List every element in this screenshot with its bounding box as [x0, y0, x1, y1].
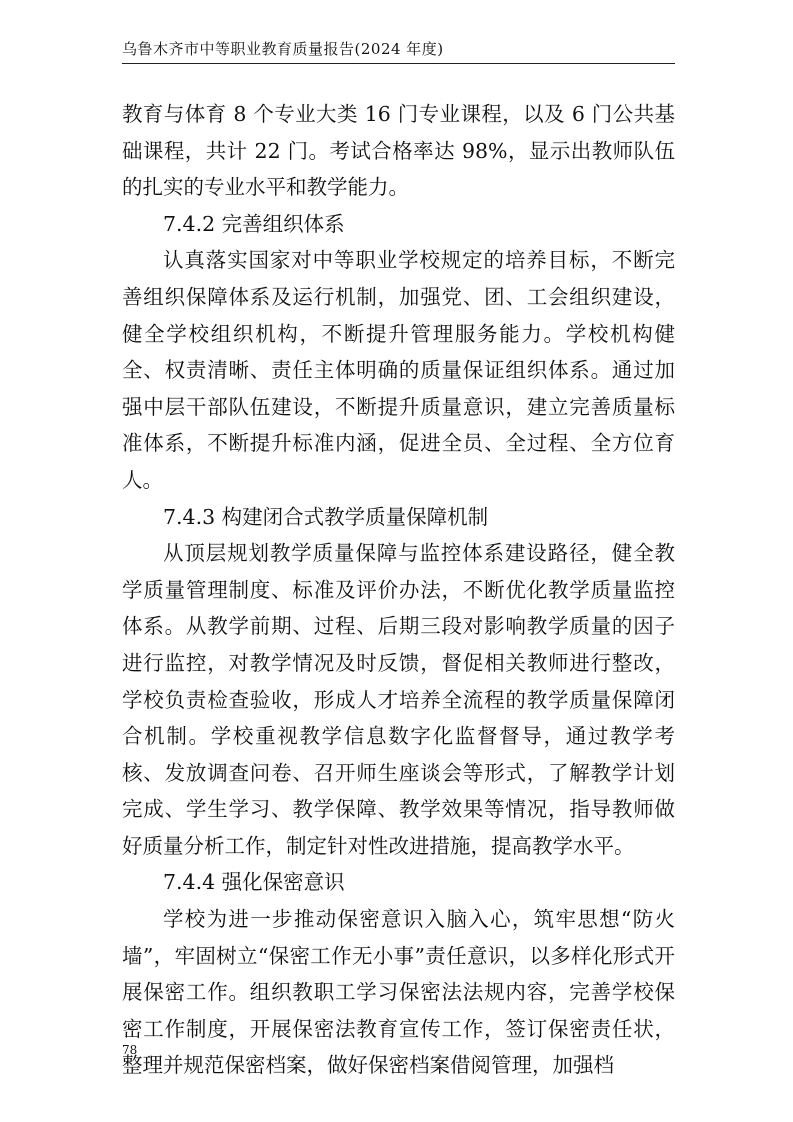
- section-heading-7-4-2: 7.4.2 完善组织体系: [163, 211, 345, 236]
- paragraph-continued: 教育与体育 8 个专业大类 16 门专业课程，以及 6 门公共基础课程，共计 22 门。考试合格率达 98%，显示出教师队伍的扎实的专业水平和教学能力。: [122, 102, 675, 200]
- page-number: 78: [122, 1043, 138, 1057]
- paragraph-organization-system: 认真落实国家对中等职业学校规定的培养目标，不断完善组织保障体系及运行机制，加强党、团、工会组织建设，健全学校组织机构，不断提升管理服务能力。学校机构健全、权责清晰、责任主体明确的质量保证组织体系。通过加强中层干部队伍建设，不断提升质量意识，建立完善质量标准体系，不断提升标准内涵，促进全员、全过程、全方位育人。: [122, 248, 675, 492]
- section-heading-7-4-4: 7.4.4 强化保密意识: [163, 870, 345, 895]
- header-rule: [122, 63, 675, 64]
- paragraph-confidentiality: 学校为进一步推动保密意识入脑入心，筑牢思想“防火墙”，牢固树立“保密工作无小事”责任意识，以多样化形式开展保密工作。组织教职工学习保密法法规内容，完善学校保密工作制度，开展保密法教育宣传工作，签订保密责任状，整理并规范保密档案，做好保密档案借阅管理，加强档: [122, 907, 675, 1078]
- paragraph-quality-assurance: 从顶层规划教学质量保障与监控体系建设路径，健全教学质量管理制度、标准及评价办法，不断优化教学质量监控体系。从教学前期、过程、后期三段对影响教学质量的因子进行监控，对教学情况及时反馈，督促相关教师进行整改，学校负责检查验收，形成人才培养全流程的教学质量保障闭合机制。学校重视教学信息数字化监督督导，通过教学考核、发放调查问卷、召开师生座谈会等形式，了解教学计划完成、学生学习、教学保障、教学效果等情况，指导教师做好质量分析工作，制定针对性改进措施，提高教学水平。: [122, 541, 675, 858]
- running-header: 乌鲁木齐市中等职业教育质量报告(2024 年度): [122, 40, 444, 58]
- page-content: [122, 96, 675, 1084]
- section-heading-7-4-3: 7.4.3 构建闭合式教学质量保障机制: [163, 504, 489, 529]
